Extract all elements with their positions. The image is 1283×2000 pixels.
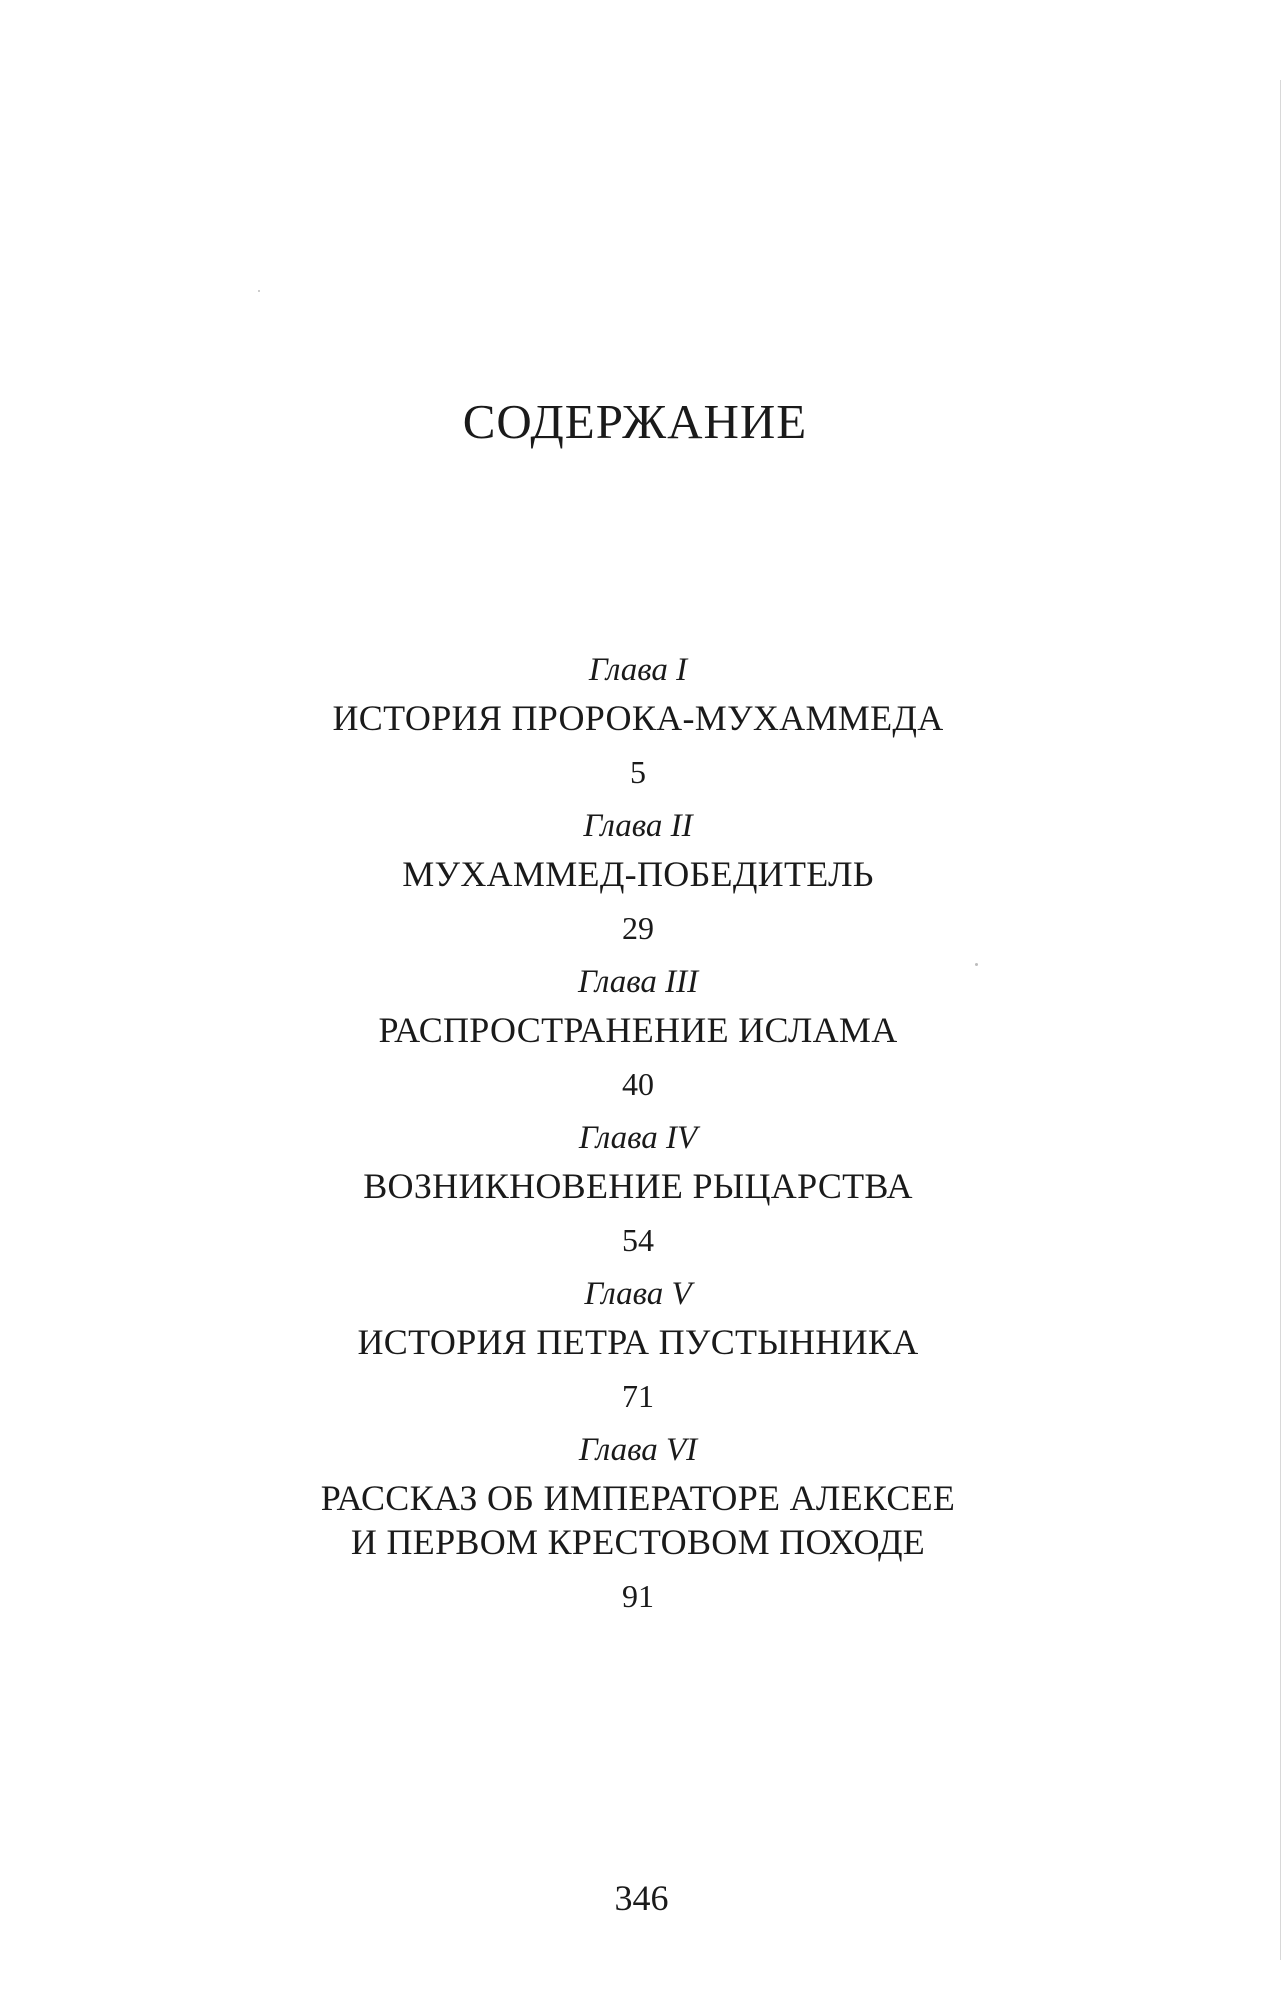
chapter-title: РАСПРОСТРАНЕНИЕ ИСЛАМА: [378, 1010, 898, 1050]
toc-entry: [0, 804, 1276, 950]
chapter-page-number: 54: [622, 1222, 654, 1258]
toc-entry: [0, 1272, 1276, 1418]
chapter-page-number: 91: [622, 1578, 654, 1614]
toc-entry: [0, 648, 1276, 794]
chapter-label: Глава III: [577, 964, 699, 1000]
chapter-label: Глава VI: [578, 1432, 698, 1468]
chapter-title: ИСТОРИЯ ПЕТРА ПУСТЫННИКА: [357, 1322, 919, 1362]
scan-speck: [258, 290, 260, 292]
scan-edge-line: [1280, 80, 1281, 1960]
chapter-label: Глава I: [588, 652, 688, 688]
chapter-page-number: 5: [630, 754, 646, 790]
chapter-label: Глава IV: [578, 1120, 698, 1156]
chapter-page-number: 71: [622, 1378, 654, 1414]
page-title: СОДЕРЖАНИЕ: [462, 394, 808, 449]
toc-entry: [0, 1428, 1276, 1618]
chapter-label: Глава II: [583, 808, 693, 844]
chapter-title: МУХАММЕД-ПОБЕДИТЕЛЬ: [402, 854, 874, 894]
chapter-title-line-1: РАССКАЗ ОБ ИМПЕРАТОРЕ АЛЕКСЕЕ: [320, 1478, 956, 1518]
toc-entry: [0, 960, 1276, 1106]
chapter-page-number: 29: [622, 910, 654, 946]
page-number: 346: [614, 1878, 669, 1918]
chapter-label: Глава V: [584, 1276, 692, 1312]
chapter-page-number: 40: [622, 1066, 654, 1102]
chapter-title-line-2: И ПЕРВОМ КРЕСТОВОМ ПОХОДЕ: [350, 1522, 926, 1562]
chapter-title: ВОЗНИКНОВЕНИЕ РЫЦАРСТВА: [363, 1166, 913, 1206]
toc-entry: [0, 1116, 1276, 1262]
chapter-title: ИСТОРИЯ ПРОРОКА-МУХАММЕДА: [332, 698, 944, 738]
table-of-contents: [0, 648, 1276, 1628]
